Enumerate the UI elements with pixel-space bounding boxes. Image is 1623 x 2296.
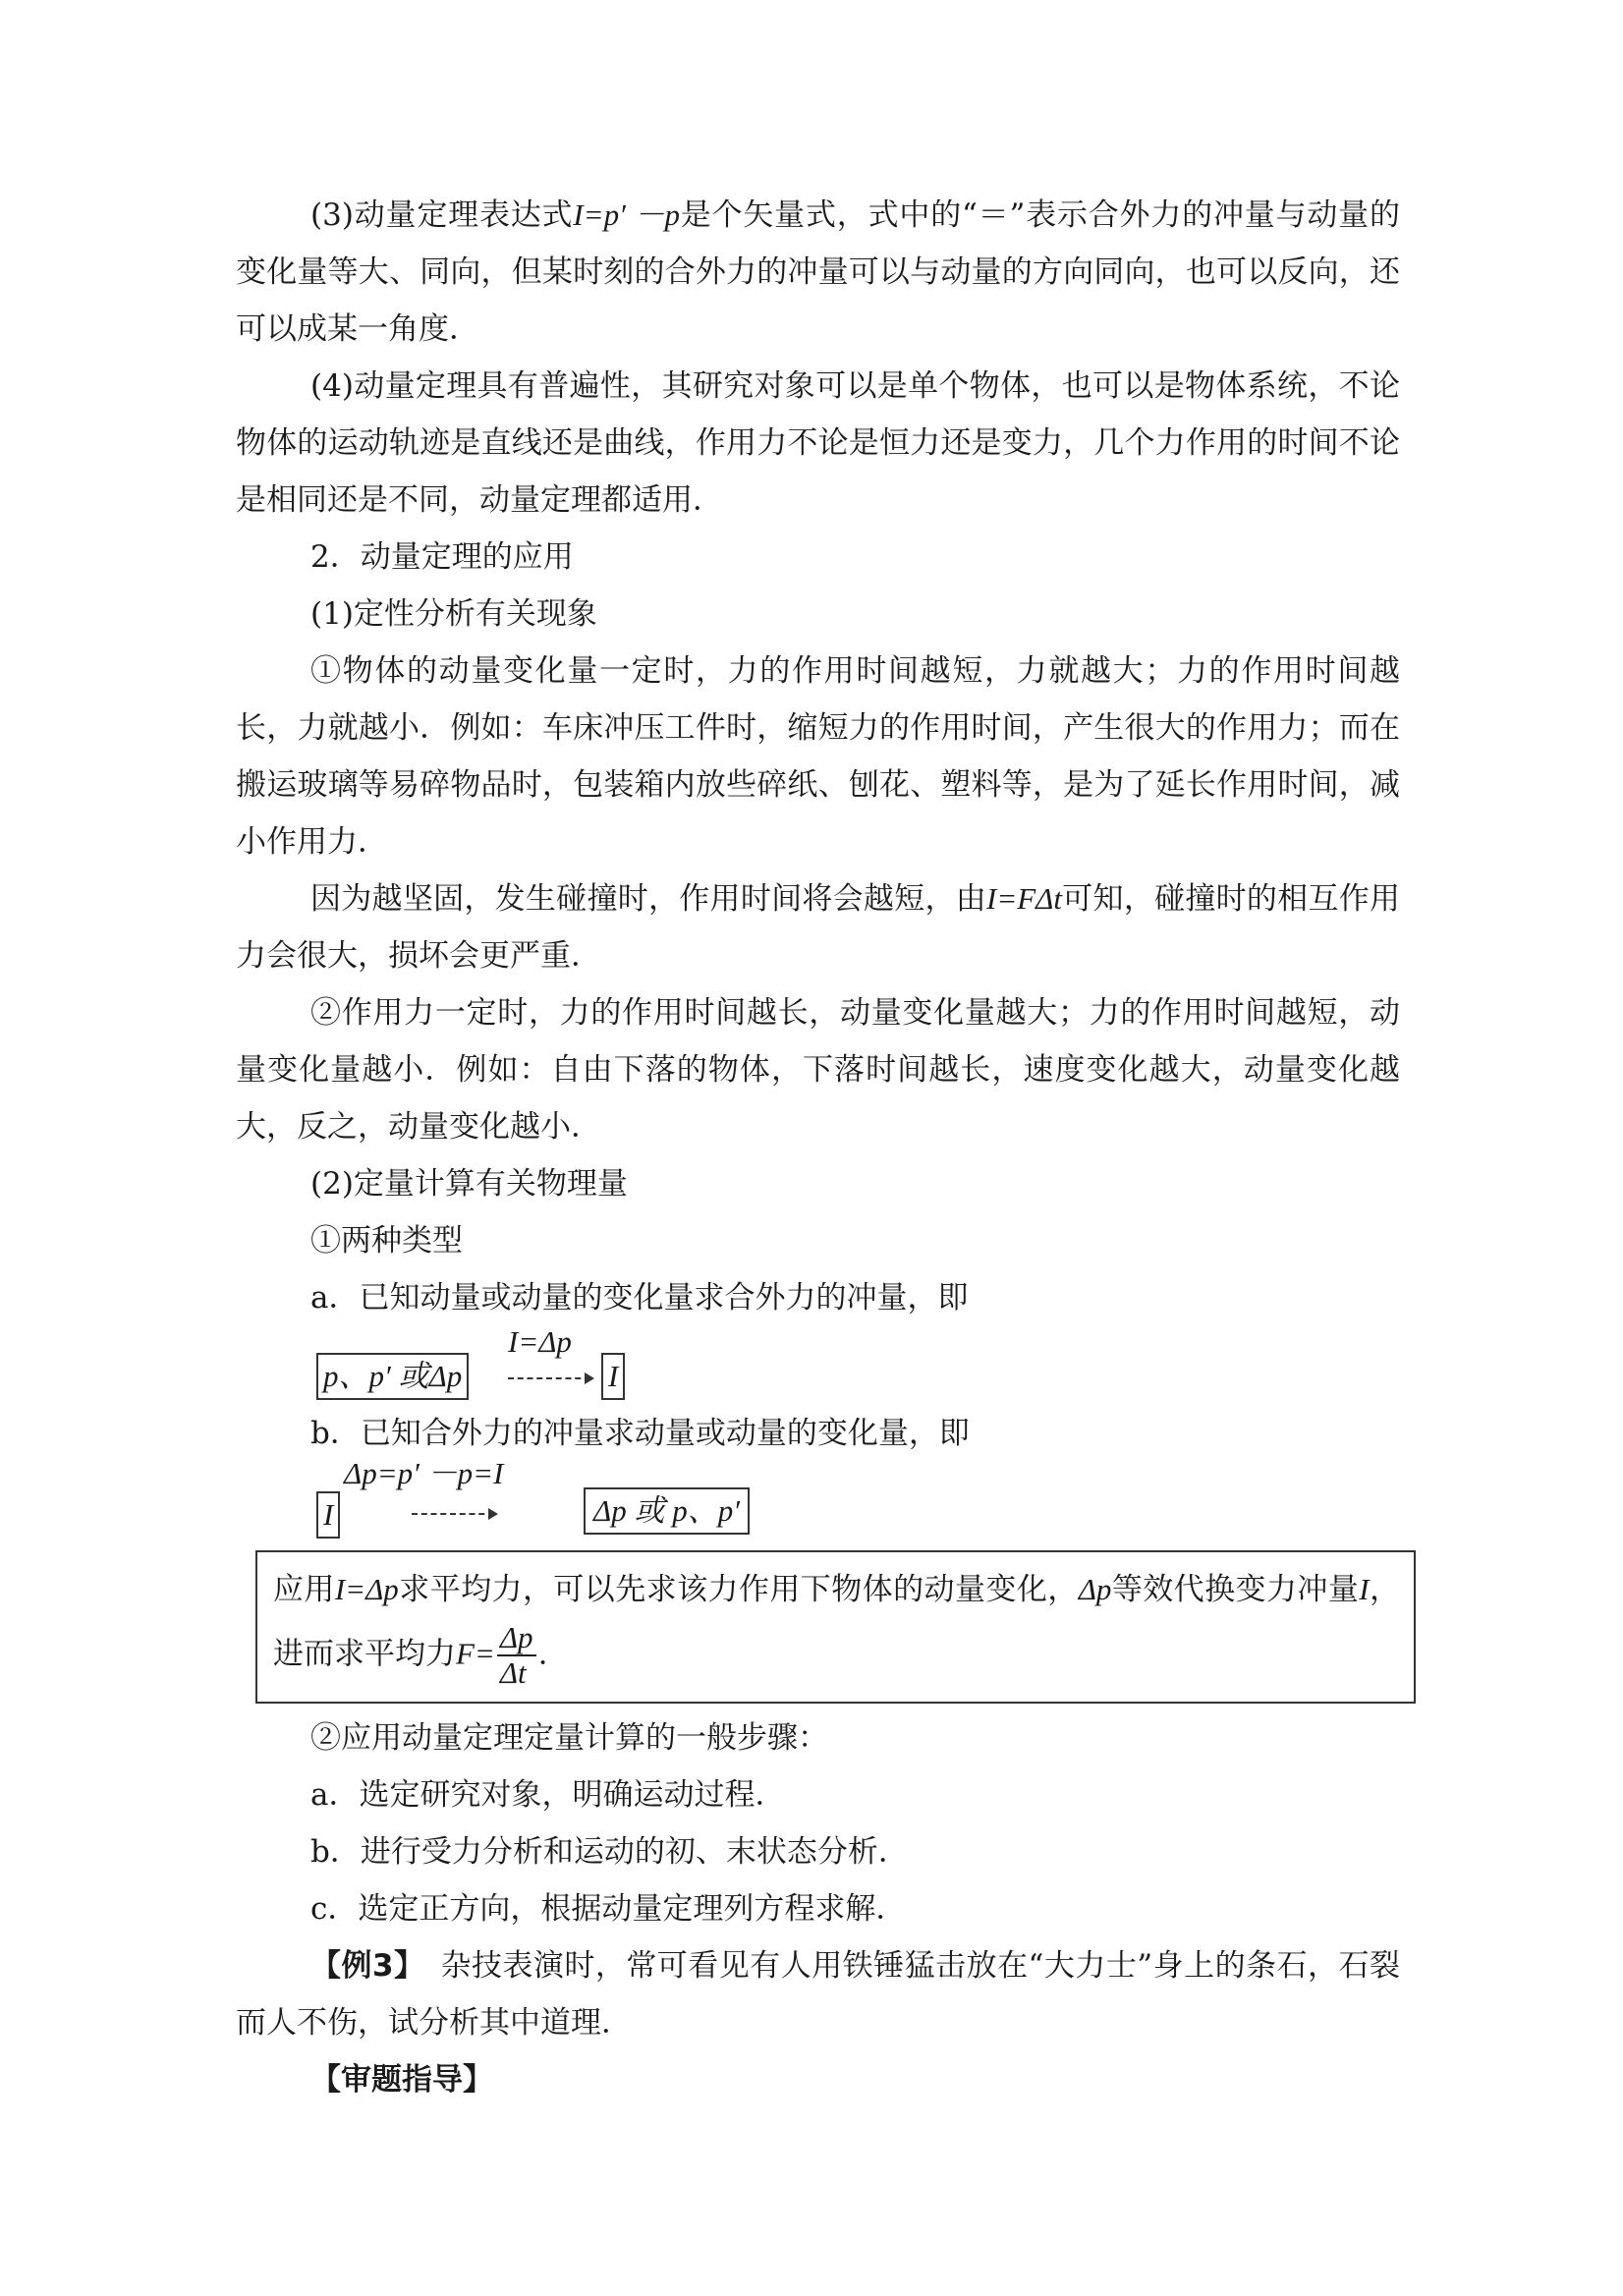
paragraph-qualitative-1: ①物体的动量变化量一定时，力的作用时间越短，力就越大；力的作用时间越长，力就越小．例如：车床冲压工件时，缩短力的作用时间，产生很大的作用力；而在搬运玻璃等易碎物品时，包装箱内放些碎纸、刨花、塑料等，是为了延长作用时间，减小作用力．	[236, 653, 1400, 860]
text-segment: 应用	[273, 1572, 335, 1607]
flow-a-arrow	[508, 1377, 590, 1379]
text-segment: 等效代换变力冲量	[1111, 1572, 1360, 1607]
flow-a-source-box: p、p′ 或Δp	[316, 1353, 469, 1400]
types-heading: ①两种类型	[310, 1223, 463, 1259]
average-force-fraction	[497, 1621, 536, 1690]
text-segment: 因为越坚固，发生碰撞时，作用时间将会越短，由	[310, 881, 986, 917]
formula: I	[1359, 1572, 1370, 1606]
formula: I=p′ －p	[573, 197, 680, 232]
paragraph-3	[236, 187, 1400, 358]
flow-a-target-box: I	[601, 1353, 625, 1400]
type-a-line: a．已知动量或动量的变化量求合外力的冲量，即	[310, 1280, 969, 1316]
formula: I=FΔt	[986, 881, 1062, 916]
text-segment: (3)动量定理表达式	[310, 197, 574, 233]
example-label: 【例3】	[310, 1948, 410, 1984]
section-heading-2: 2．动量定理的应用	[310, 539, 574, 575]
subheading-quantitative: (2)定量计算有关物理量	[310, 1166, 628, 1202]
type-b-line: b．已知合外力的冲量求动量或动量的变化量，即	[310, 1416, 970, 1451]
formula: I=Δp	[334, 1572, 399, 1606]
flow-diagram-b	[316, 1456, 1400, 1544]
text-segment: 是个矢量式，式中的“＝”表示合外力的冲量与动量的变化量等大、同向，但某时刻的合外力的冲量可以与动量的方向同向，也可以反向，还可以成某一角度．	[236, 197, 1400, 347]
example-3	[236, 1937, 1400, 2051]
paragraph-4: (4)动量定理具有普遍性，其研究对象可以是单个物体，也可以是物体系统，不论物体的运动轨迹是直线还是曲线，作用力不论是恒力还是变力，几个力作用的时间不论是相同还是不同，动量定理都适用．	[236, 368, 1400, 518]
flow-b-target-box: Δp 或 p、p′	[584, 1487, 750, 1535]
flow-b-arrow	[412, 1513, 494, 1515]
step-c: c．选定正方向，根据动量定理列方程求解．	[310, 1891, 907, 1927]
note-box	[255, 1550, 1416, 1704]
flow-b-source-box: I	[316, 1491, 340, 1539]
fraction-numerator: Δp	[497, 1621, 536, 1656]
review-guide-heading: 【审题指导】	[310, 2062, 493, 2098]
document-page	[236, 187, 1400, 2108]
paragraph-qualitative-2: ②作用力一定时，力的作用时间越长，动量变化量越大；力的作用时间越短，动量变化量越小．例如：自由下落的物体，下落时间越长，速度变化越大，动量变化越大，反之，动量变化越小．	[236, 995, 1400, 1145]
text-segment: .	[537, 1636, 548, 1672]
paragraph-collision	[236, 870, 1400, 984]
step-b: b．进行受力分析和运动的初、末状态分析．	[310, 1834, 909, 1870]
flow-a-arrow-label: I=Δp	[508, 1324, 572, 1359]
subheading-qualitative: (1)定性分析有关现象	[310, 596, 597, 632]
step-a: a．选定研究对象，明确运动过程．	[310, 1777, 786, 1813]
text-segment: ，进而求平均力	[273, 1572, 1401, 1672]
flow-b-arrow-label: Δp=p′ －p=I	[344, 1456, 504, 1490]
flow-diagram-a	[316, 1326, 1400, 1405]
note-text	[273, 1558, 1400, 1690]
text-segment: 求平均力，可以先求该力作用下物体的动量变化，	[398, 1572, 1079, 1607]
steps-heading: ②应用动量定理定量计算的一般步骤：	[310, 1720, 828, 1756]
text-segment: 可知，碰撞时的相互作用力会很大，损坏会更严重．	[236, 881, 1400, 974]
fraction-denominator: Δt	[499, 1655, 527, 1690]
formula: Δp	[1078, 1572, 1112, 1606]
formula: F=	[456, 1636, 495, 1671]
example-text: 杂技表演时，常可看见有人用铁锤猛击放在“大力士”身上的条石，石裂而人不伤，试分析其中道理．	[236, 1948, 1400, 2041]
